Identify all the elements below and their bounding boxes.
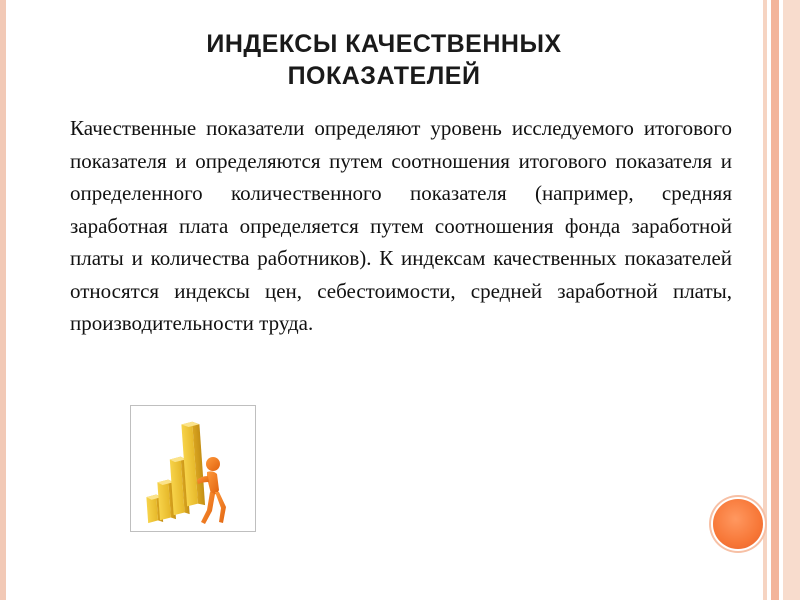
slide-title-line-2: ПОКАЗАТЕЛЕЙ: [287, 62, 481, 90]
right-border-stripe: [771, 0, 779, 600]
slide-title: [70, 28, 698, 92]
left-border: [0, 0, 6, 600]
person-carrying-bar-chart-icon: [130, 405, 256, 532]
right-border-stripe: [783, 0, 800, 600]
slide-title-line-1: ИНДЕКСЫ КАЧЕСТВЕННЫХ: [206, 30, 562, 58]
orange-circle-icon: [713, 499, 763, 549]
slide-body-text: Качественные показатели определяют уровень исследуемого итогового показателя и определяются путем соотношения итогового показателя и определенного количественного показателя (например, средняя заработная плата определяется путем соотношения фонда заработной платы и количества работников). К индексам качественных показателей относятся индексы цен, себестоимости, средней заработной платы, производительности труда.: [70, 116, 732, 335]
